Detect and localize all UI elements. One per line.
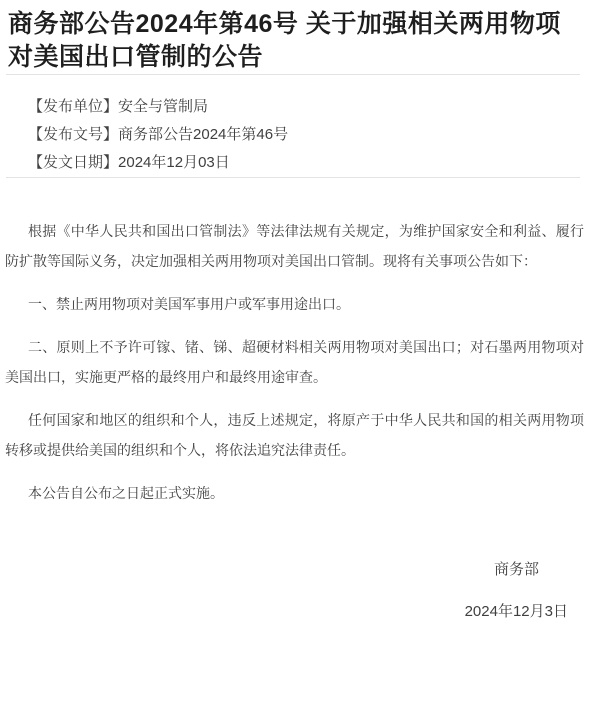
meta-label-document-number: 【发布文号】 [28, 126, 119, 143]
body-paragraph-effective-date: 本公告自公布之日起正式实施。 [28, 485, 224, 501]
body-paragraph-item-1: 一、禁止两用物项对美国军事用户或军事用途出口。 [28, 296, 350, 312]
meta-label-issuing-unit: 【发布单位】 [28, 98, 119, 115]
meta-item-document-number [28, 121, 580, 149]
meta-value-issuing-unit: 安全与管制局 [118, 98, 209, 115]
meta-value-document-number: 商务部公告2024年第46号 [118, 126, 289, 143]
body-paragraph-intro: 根据《中华人民共和国出口管制法》等法律法规有关规定，为维护国家安全和利益、履行防扩散等国际义务，决定加强相关两用物项对美国出口管制。现将有关事项公告如下： [5, 223, 584, 269]
meta-divider [6, 177, 580, 178]
signature-issuer: 商务部 [493, 561, 539, 578]
body-paragraph-item-2: 二、原则上不予许可镓、锗、锑、超硬材料相关两用物项对美国出口；对石墨两用物项对美国出口，实施更严格的最终用户和最终用途审查。 [5, 339, 584, 385]
signature-date: 2024年12月3日 [464, 603, 568, 620]
title-divider [6, 74, 580, 75]
page-title: 商务部公告2024年第46号 关于加强相关两用物项对美国出口管制的公告 [8, 10, 561, 71]
meta-label-issue-date: 【发文日期】 [28, 154, 119, 171]
announcement-body [5, 216, 584, 627]
meta-item-issuing-unit [28, 93, 580, 121]
meta-block [28, 93, 580, 177]
body-paragraph-liability: 任何国家和地区的组织和个人，违反上述规定，将原产于中华人民共和国的相关两用物项转移或提供给美国的组织和个人，将依法追究法律责任。 [5, 412, 584, 458]
meta-value-issue-date: 2024年12月03日 [118, 154, 230, 171]
meta-item-issue-date [28, 149, 580, 177]
